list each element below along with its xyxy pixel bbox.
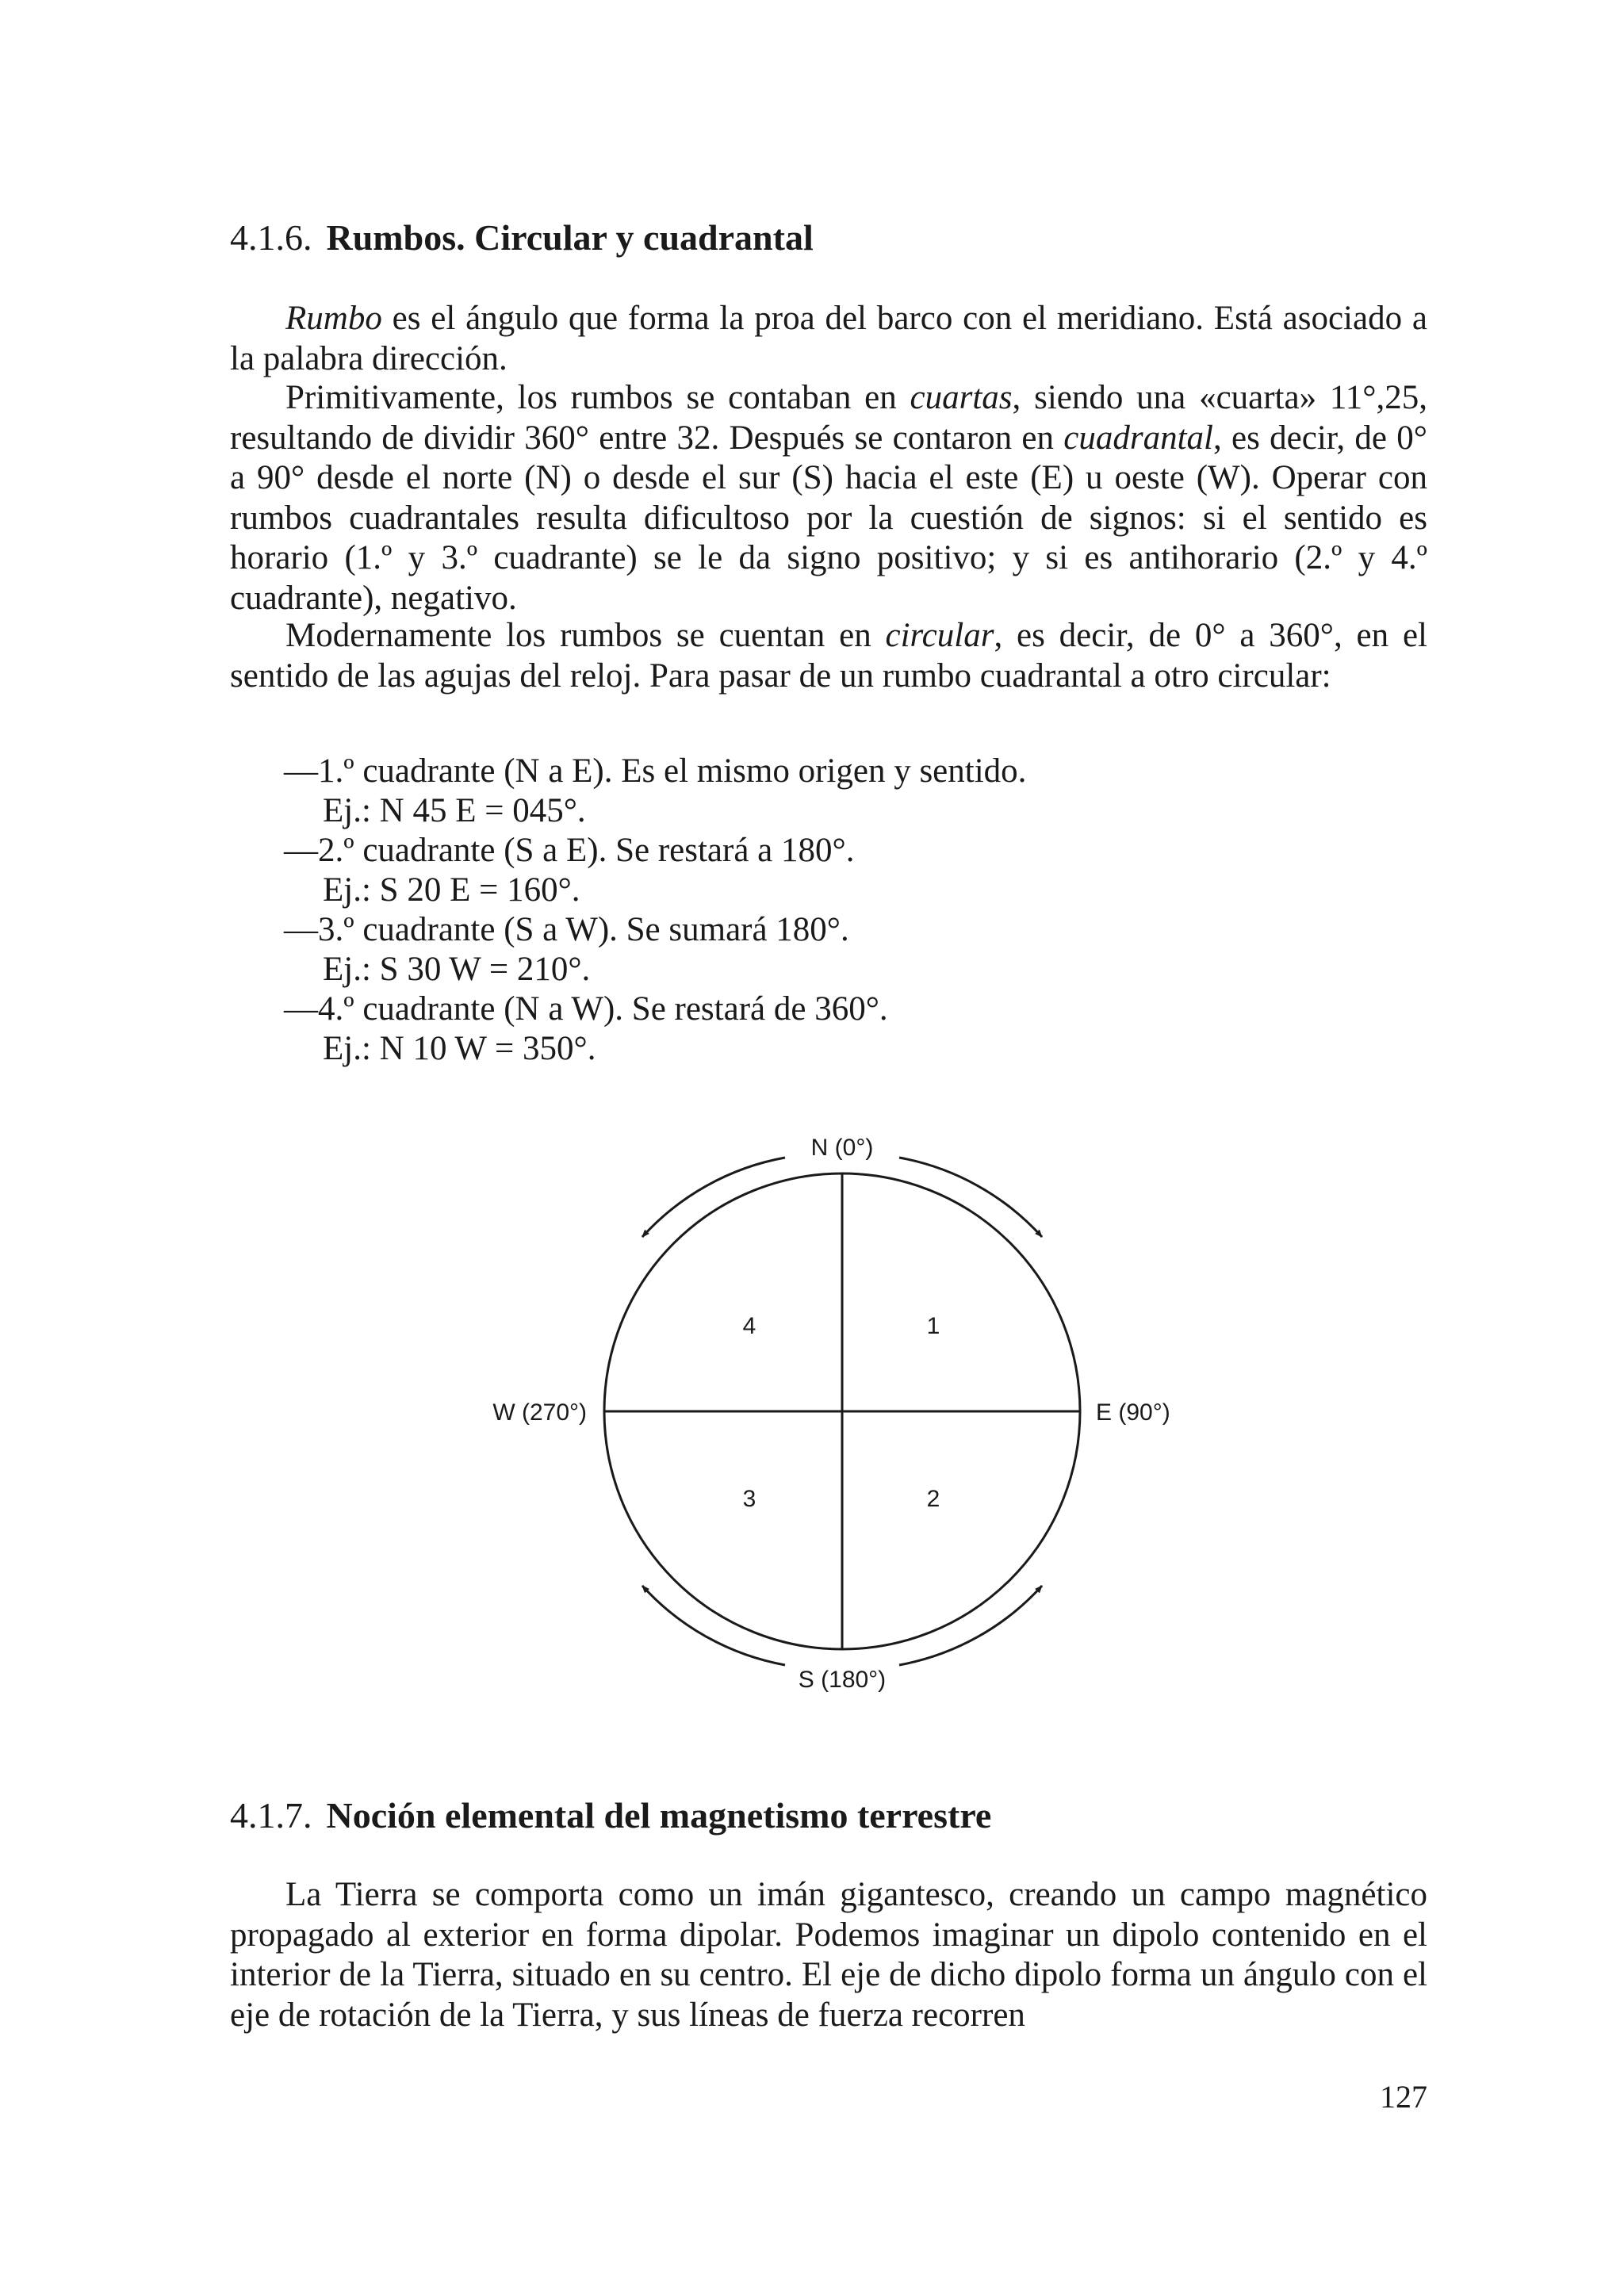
label-south: S (180°) — [798, 1667, 887, 1693]
rule-quadrant-4: —4.º cuadrante (N a W). Se restará de 360°. — [284, 990, 888, 1028]
quadrant-label-3: 3 — [742, 1486, 756, 1512]
example-quadrant-3: Ej.: S 30 W = 210°. — [323, 951, 591, 988]
label-east: E (90°) — [1096, 1399, 1170, 1426]
paragraph-text: , siendo una «cuarta» 11°,25, resultando de dividir 360° entre 32. Después se contaron en — [230, 379, 1427, 457]
label-west: W (270°) — [492, 1399, 587, 1426]
quadrant-label-1: 1 — [926, 1313, 940, 1339]
arrow-bottom-right-icon — [899, 1586, 1042, 1665]
example-quadrant-1: Ej.: N 45 E = 045°. — [323, 792, 586, 829]
term-cuadrantal: cuadrantal — [1063, 419, 1213, 457]
section-number: 4.1.7. — [230, 1795, 312, 1836]
arrow-top-left-icon — [642, 1158, 785, 1237]
quadrant-label-4: 4 — [742, 1313, 756, 1339]
quadrant-label-2: 2 — [926, 1486, 940, 1512]
term-circular: circular — [885, 617, 994, 654]
paragraph-text: La Tierra se comporta como un imán gigantesco, creando un campo magnético propagado al exterior en forma dipolar. Podemos imaginar un dipolo contenido en el interior de la Tierra, situado en su centro. El eje de dicho dipolo forma un ángulo con el eje de rotación de la Tierra, y sus líneas de fuerza recorren — [230, 1876, 1427, 2034]
arrow-bottom-left-icon — [642, 1586, 785, 1665]
arrow-top-right-icon — [899, 1158, 1042, 1237]
paragraph-text: Modernamente los rumbos se cuentan en — [285, 617, 886, 654]
term-rumbo: Rumbo — [285, 300, 382, 337]
section-number: 4.1.6. — [230, 217, 312, 258]
label-north: N (0°) — [810, 1135, 874, 1161]
section-title: Rumbos. Circular y cuadrantal — [326, 217, 814, 258]
paragraph-text: Primitivamente, los rumbos se contaban en — [285, 379, 910, 416]
paragraph-text: , es decir, de 0° a 360°, en el sentido de las agujas del reloj. Para pasar de un rumbo cuadrantal a otro circular: — [230, 617, 1427, 695]
rule-quadrant-1: —1.º cuadrante (N a E). Es el mismo origen y sentido. — [284, 752, 1027, 790]
paragraph-text: es el ángulo que forma la proa del barco con el meridiano. Está asociado a la palabra dirección. — [230, 300, 1427, 377]
rule-quadrant-3: —3.º cuadrante (S a W). Se sumará 180°. — [284, 911, 849, 948]
term-cuartas: cuartas — [910, 379, 1013, 416]
section-title: Noción elemental del magnetismo terrestre — [326, 1795, 992, 1836]
page-number: 127 — [1380, 2079, 1427, 2115]
example-quadrant-4: Ej.: N 10 W = 350°. — [323, 1030, 596, 1067]
rule-quadrant-2: —2.º cuadrante (S a E). Se restará a 180°. — [284, 832, 855, 869]
example-quadrant-2: Ej.: S 20 E = 160°. — [323, 871, 580, 909]
paragraph-text: , es decir, de 0° a 90° desde el norte (N) o desde el sur (S) hacia el este (E) u oeste (W). Operar con rumbos cuadrantales resulta dificultoso por la cuestión de signos: si el sentido es horario (1.º y 3.º cuadrante) se le da signo positivo; y si es antihorario (2.º y 4.º cuadrante), negativo. — [230, 419, 1427, 617]
